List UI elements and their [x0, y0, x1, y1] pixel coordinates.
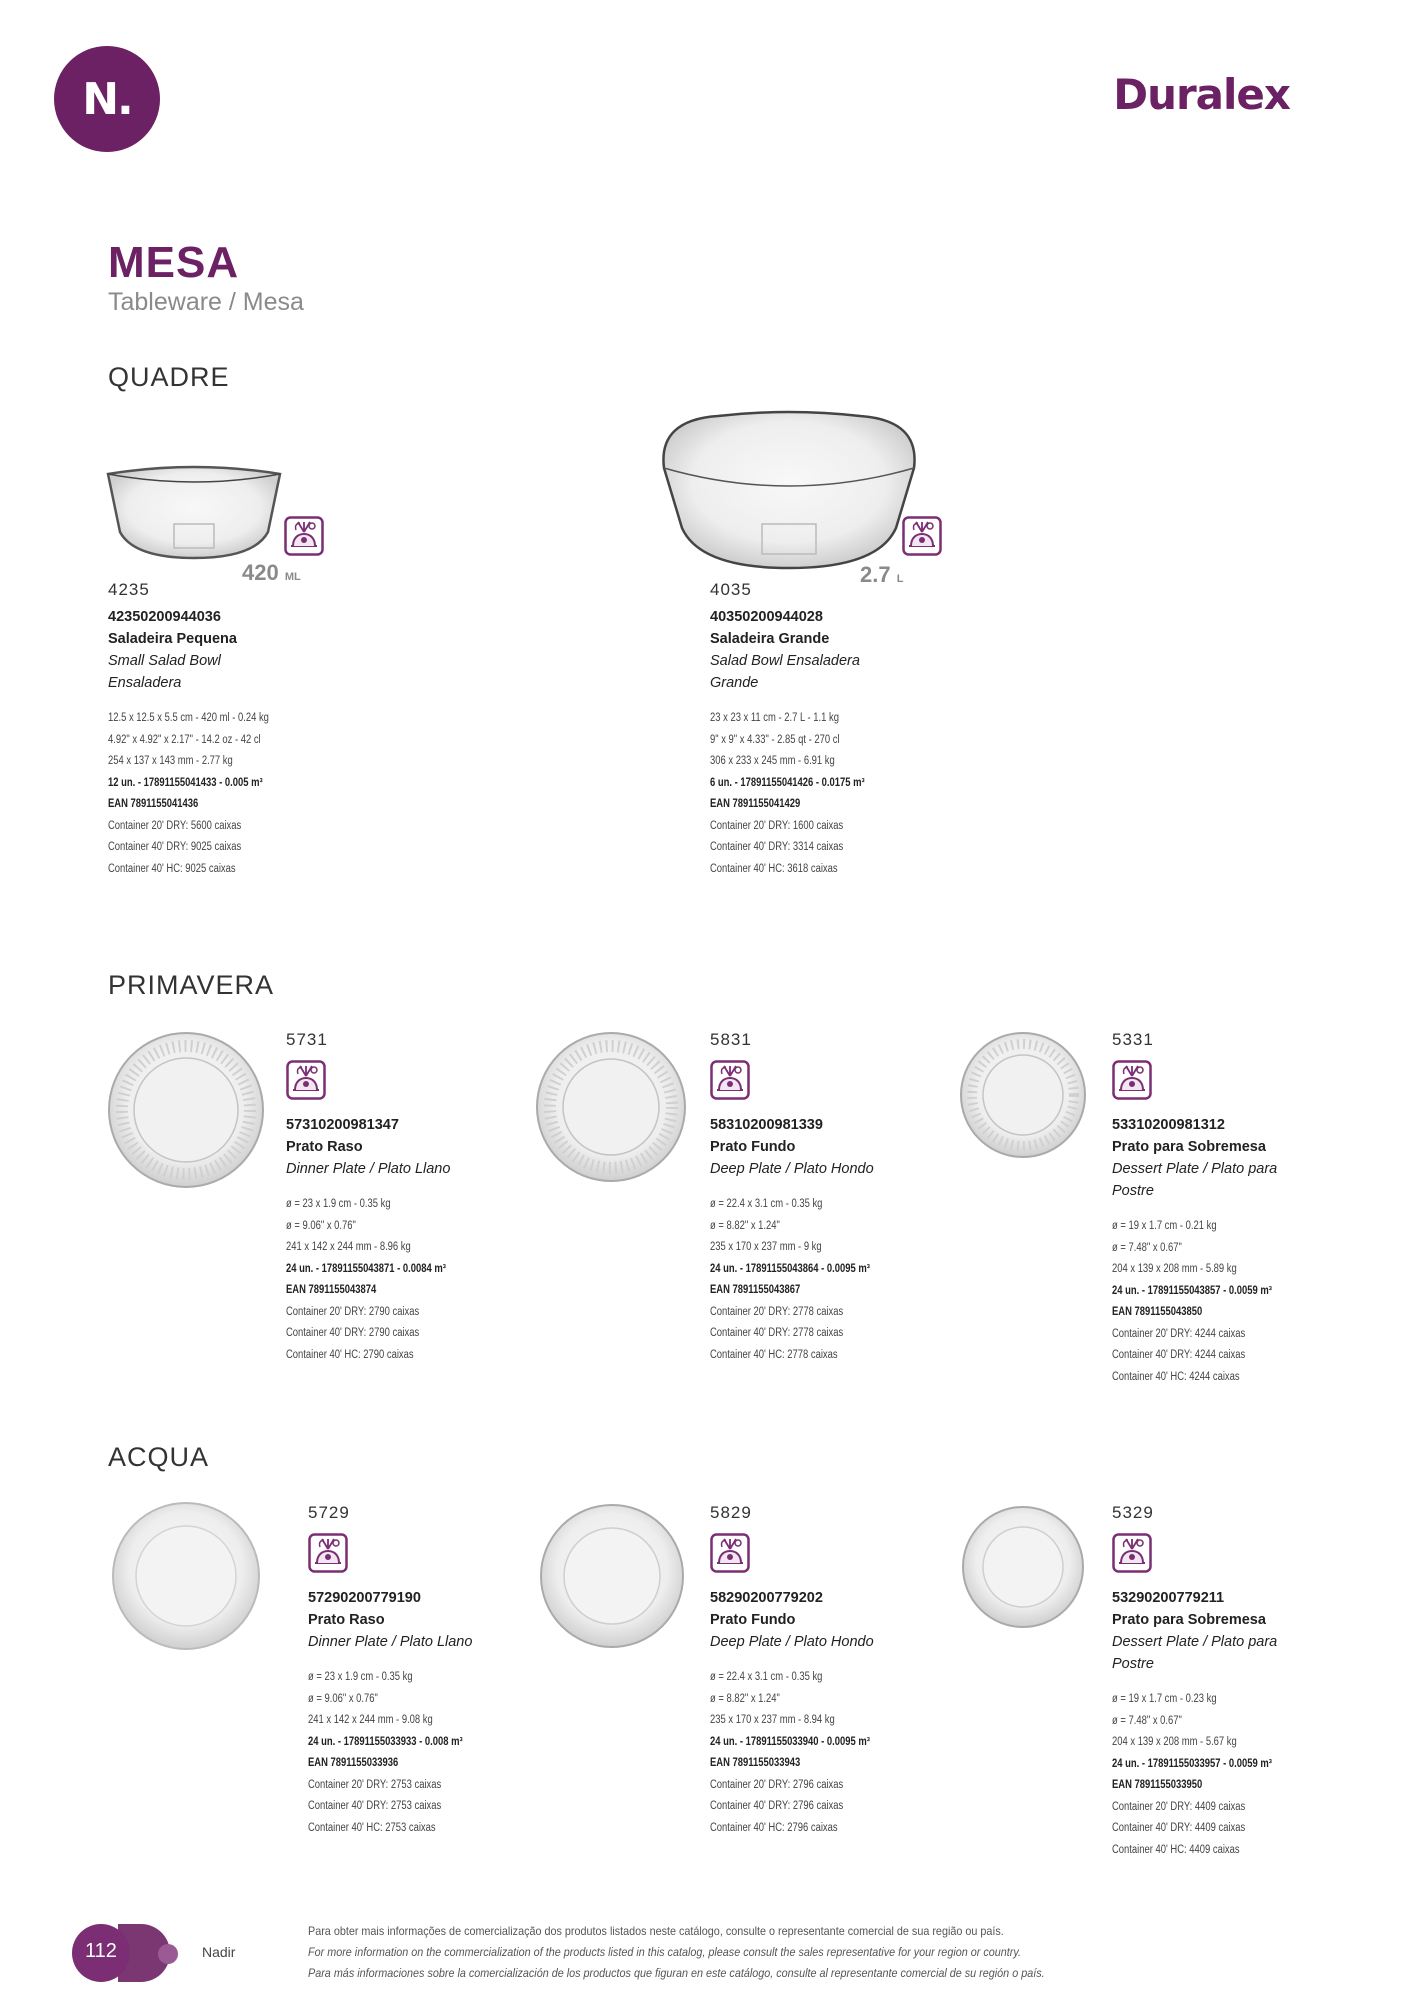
section-title-primavera: PRIMAVERA: [108, 970, 275, 1000]
section-title-quadre: QUADRE: [108, 362, 230, 392]
acqua-dinner-plate-image: [110, 1500, 262, 1652]
page-number-dot: [158, 1944, 178, 1964]
product-4235: [108, 580, 468, 880]
product-code: 5329: [1112, 1503, 1154, 1522]
microwave-dishwasher-icon: [710, 1060, 750, 1100]
product-name-translations: Dessert Plate / Plato para: [1112, 1634, 1278, 1650]
microwave-dishwasher-icon: [1112, 1533, 1152, 1573]
microwave-dishwasher-icon: [286, 1060, 326, 1100]
product-5729: [308, 1503, 588, 1839]
microwave-dishwasher-icon: [284, 516, 324, 556]
product-code: 4235: [108, 580, 150, 599]
large-salad-bowl-image: [658, 408, 920, 570]
product-ean13: 53290200779211: [1112, 1590, 1225, 1606]
volume-label: 420 ML: [242, 560, 301, 585]
product-code: 5829: [710, 1503, 752, 1522]
microwave-dishwasher-icon: [1112, 1060, 1152, 1100]
product-name-translations: Dessert Plate / Plato para: [1112, 1161, 1278, 1177]
product-5329: [1112, 1503, 1382, 1861]
product-name-translations-cont: Postre: [1112, 1183, 1154, 1199]
microwave-dishwasher-icon: [902, 516, 942, 556]
product-specs: 12.5 x 12.5 x 5.5 cm - 420 ml - 0.24 kg 4.92" x 4.92" x 2.17" - 14.2 oz - 42 cl 254 x 137 x 143 mm - 2.77 kg 12 un. - 17891155041433 - 0.005 m³ EAN 7891155041436 Container 20' DRY: 5600 caixas Container 40' DRY: 9025 caixas Container 40' HC: 9025 caixas: [108, 712, 269, 875]
product-code: 5729: [308, 1503, 350, 1522]
product-ean13: 58310200981339: [710, 1117, 823, 1133]
product-name-translations: Dinner Plate / Plato Llano: [308, 1634, 473, 1650]
product-name: Prato Fundo: [710, 1612, 796, 1628]
product-name: Saladeira Pequena: [108, 631, 237, 647]
product-name-translations: Deep Plate / Plato Hondo: [710, 1634, 874, 1650]
nadir-logo: N.: [54, 46, 160, 152]
product-5829: [710, 1503, 990, 1839]
page-number: 112: [85, 1940, 117, 1962]
volume-label: 2.7 L: [860, 562, 904, 587]
product-code: 4035: [710, 580, 752, 599]
product-name-translations: Dinner Plate / Plato Llano: [286, 1161, 451, 1177]
product-name-es: Grande: [710, 675, 759, 691]
product-specs: ø = 22.4 x 3.1 cm - 0.35 kg ø = 8.82" x 1.24" 235 x 170 x 237 mm - 8.94 kg 24 un. - 17891155033940 - 0.0095 m³ EAN 7891155033943 Container 20' DRY: 2796 caixas Container 40' DRY: 2796 caixas Container 40' HC: 2796 caixas: [710, 1671, 870, 1834]
product-name-en: Salad Bowl Ensaladera: [710, 653, 860, 669]
product-ean13: 57290200779190: [308, 1590, 421, 1606]
product-ean13: 40350200944028: [710, 609, 823, 625]
footer-note-en: For more information on the commercialization of the products listed in this catalog, please consult the sales representative for your region or country.: [308, 1945, 1021, 1959]
product-specs: ø = 23 x 1.9 cm - 0.35 kg ø = 9.06" x 0.76" 241 x 142 x 244 mm - 8.96 kg 24 un. - 17891155043871 - 0.0084 m³ EAN 7891155043874 Container 20' DRY: 2790 caixas Container 40' DRY: 2790 caixas Container 40' HC: 2790 caixas: [286, 1198, 446, 1361]
product-specs: ø = 19 x 1.7 cm - 0.21 kg ø = 7.48" x 0.67" 204 x 139 x 208 mm - 5.89 kg 24 un. - 17891155043857 - 0.0059 m³ EAN 7891155043850 Container 20' DRY: 4244 caixas Container 40' DRY: 4244 caixas Container 40' HC: 4244 caixas: [1112, 1220, 1272, 1383]
product-name-es: Ensaladera: [108, 675, 182, 691]
product-5831: [710, 1030, 990, 1366]
product-code: 5831: [710, 1030, 752, 1049]
product-ean13: 53310200981312: [1112, 1117, 1225, 1133]
section-title-acqua: ACQUA: [108, 1442, 210, 1472]
product-name: Prato Raso: [286, 1139, 363, 1155]
footer-note-es: Para más informaciones sobre la comercialización de los productos que figuran en este catálogo, consulte al representante comercial de su región o país.: [308, 1966, 1045, 1980]
product-ean13: 42350200944036: [108, 609, 221, 625]
product-name: Saladeira Grande: [710, 631, 830, 647]
page-subtitle: Tableware / Mesa: [108, 288, 304, 316]
product-name-translations: Deep Plate / Plato Hondo: [710, 1161, 874, 1177]
small-salad-bowl-image: [104, 462, 284, 562]
primavera-dinner-plate-image: [106, 1030, 266, 1190]
microwave-dishwasher-icon: [710, 1533, 750, 1573]
product-specs: ø = 22.4 x 3.1 cm - 0.35 kg ø = 8.82" x 1.24" 235 x 170 x 237 mm - 9 kg 24 un. - 17891155043864 - 0.0095 m³ EAN 7891155043867 Container 20' DRY: 2778 caixas Container 40' DRY: 2778 caixas Container 40' HC: 2778 caixas: [710, 1198, 870, 1361]
product-ean13: 58290200779202: [710, 1590, 823, 1606]
product-name: Prato Fundo: [710, 1139, 796, 1155]
footer-brand: Nadir: [202, 1944, 236, 1960]
product-name-en: Small Salad Bowl: [108, 653, 221, 669]
product-name: Prato Raso: [308, 1612, 385, 1628]
product-code: 5331: [1112, 1030, 1154, 1049]
product-5331: [1112, 1030, 1382, 1388]
product-specs: ø = 19 x 1.7 cm - 0.23 kg ø = 7.48" x 0.67" 204 x 139 x 208 mm - 5.67 kg 24 un. - 17891155033957 - 0.0059 m³ EAN 7891155033950 Container 20' DRY: 4409 caixas Container 40' DRY: 4409 caixas Container 40' HC: 4409 caixas: [1112, 1693, 1272, 1856]
footer-note-pt: Para obter mais informações de comercialização dos produtos listados neste catálogo, consulte o representante comercial de sua região ou país.: [308, 1924, 1004, 1938]
product-5731: [286, 1030, 566, 1366]
product-name: Prato para Sobremesa: [1112, 1139, 1266, 1155]
microwave-dishwasher-icon: [308, 1533, 348, 1573]
page-title: MESA: [108, 238, 240, 287]
product-specs: 23 x 23 x 11 cm - 2.7 L - 1.1 kg 9" x 9" x 4.33" - 2.85 qt - 270 cl 306 x 233 x 245 mm - 6.91 kg 6 un. - 17891155041426 - 0.0175 m³ EAN 7891155041429 Container 20' DRY: 1600 caixas Container 40' DRY: 3314 caixas Container 40' HC: 3618 caixas: [710, 712, 865, 875]
product-name: Prato para Sobremesa: [1112, 1612, 1266, 1628]
product-name-translations-cont: Postre: [1112, 1656, 1154, 1672]
product-specs: ø = 23 x 1.9 cm - 0.35 kg ø = 9.06" x 0.76" 241 x 142 x 244 mm - 9.08 kg 24 un. - 17891155033933 - 0.008 m³ EAN 7891155033936 Container 20' DRY: 2753 caixas Container 40' DRY: 2753 caixas Container 40' HC: 2753 caixas: [308, 1671, 463, 1834]
product-code: 5731: [286, 1030, 328, 1049]
duralex-logo: Duralex: [1113, 70, 1290, 119]
product-4035: [710, 580, 1070, 880]
product-ean13: 57310200981347: [286, 1117, 399, 1133]
